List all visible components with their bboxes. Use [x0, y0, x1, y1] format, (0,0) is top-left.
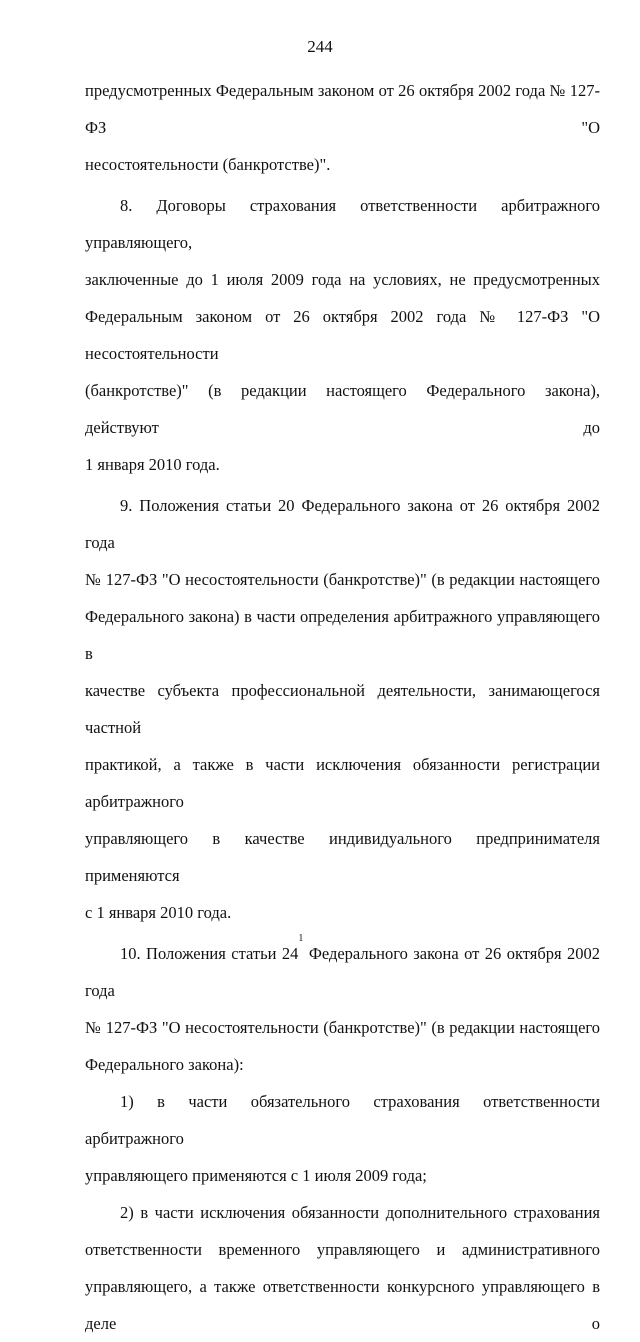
item-2-line: управляющего, а также ответственности конкурсного управляющего в деле о [85, 1277, 600, 1333]
paragraph-continuation-line: несостоятельности (банкротстве)". [85, 155, 331, 174]
paragraph-8-line: Федеральным законом от 26 октября 2002 года № 127-ФЗ "О несостоятельности [85, 307, 600, 363]
paragraph-9-line: управляющего в качестве индивидуального предпринимателя применяются [85, 829, 600, 885]
paragraph-8-line: 1 января 2010 года. [85, 455, 220, 474]
document-body [85, 72, 600, 1342]
paragraph-9-line: Федерального закона) в части определения арбитражного управляющего в [85, 607, 600, 663]
item-2-line: 2) в части исключения обязанности дополнительного страхования [120, 1203, 600, 1222]
paragraph-10-line: Федерального закона): [85, 1055, 244, 1074]
item-1-line: 1) в части обязательного страхования ответственности арбитражного [85, 1092, 600, 1148]
paragraph-8-line: (банкротстве)" (в редакции настоящего Федерального закона), действуют до [85, 381, 600, 437]
item-1-line: управляющего применяются с 1 июля 2009 года; [85, 1166, 427, 1185]
paragraph-9-line: практикой, а также в части исключения обязанности регистрации арбитражного [85, 755, 600, 811]
paragraph-9-line: качестве субъекта профессиональной деятельности, занимающегося частной [85, 681, 600, 737]
paragraph-8-line: 8. Договоры страхования ответственности арбитражного управляющего, [85, 196, 600, 252]
paragraph-10-line: № 127-ФЗ "О несостоятельности (банкротстве)" (в редакции настоящего [85, 1018, 600, 1037]
paragraph-8-line: заключенные до 1 июля 2009 года на условиях, не предусмотренных [85, 270, 600, 289]
page-number: 244 [307, 37, 333, 56]
paragraph-9-line: 9. Положения статьи 20 Федерального закона от 26 октября 2002 года [85, 496, 600, 552]
paragraph-10-line [85, 935, 600, 1009]
paragraph-9-line: с 1 января 2010 года. [85, 903, 232, 922]
paragraph-9-line: № 127-ФЗ "О несостоятельности (банкротстве)" (в редакции настоящего [85, 570, 600, 589]
paragraph-10-text: Федерального закона от 26 октября 2002 года [85, 944, 600, 1000]
paragraph-continuation-line: предусмотренных Федеральным законом от 26 октября 2002 года № 127-ФЗ "О [85, 81, 600, 137]
item-2-line: ответственности временного управляющего и административного [85, 1240, 600, 1259]
article-superscript: 1 [298, 933, 304, 944]
paragraph-10-text: 10. Положения статьи 24 [120, 944, 299, 963]
